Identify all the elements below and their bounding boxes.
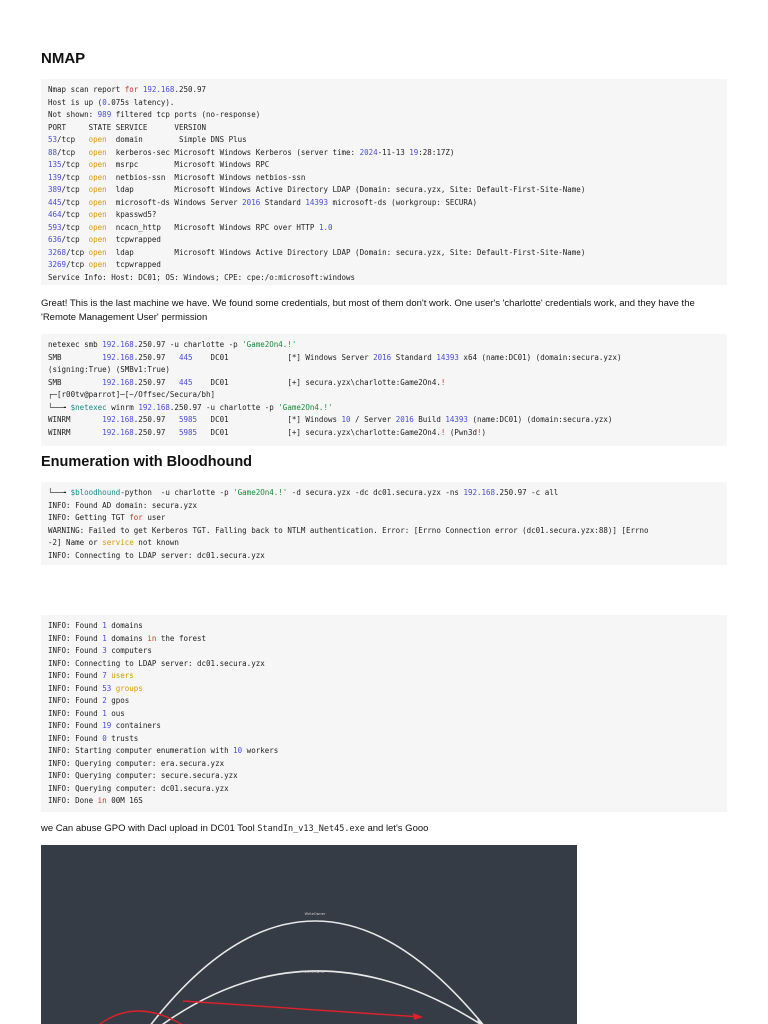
code-token: 53 (102, 683, 112, 693)
code-line (48, 159, 720, 172)
code-token: 139 (48, 172, 62, 182)
code-token: SMB (48, 352, 103, 362)
code-token: domains (106, 621, 143, 630)
code-token: INFO: Found (48, 683, 103, 693)
code-token: containers (111, 721, 161, 730)
code-token: /tcp (66, 247, 89, 257)
code-token: in (147, 633, 157, 643)
code-line (48, 795, 720, 808)
code-token: open (88, 147, 107, 157)
code-line (48, 377, 720, 390)
code-line (48, 352, 720, 365)
code-token: /tcp (57, 135, 89, 144)
code-token: 14393 (445, 415, 468, 424)
code-line (48, 97, 720, 110)
code-token: 389 (48, 185, 62, 194)
code-token: open (88, 197, 107, 207)
code-token: ous (106, 708, 125, 718)
code-token: open (88, 222, 107, 232)
code-token: (signing:True) (SMBv1:True) (48, 365, 170, 374)
code-token: microsoft-ds (workgroup: SECURA) (327, 197, 477, 207)
code-token: .250.97 -u charlotte -p (133, 340, 243, 349)
code-token: 19 (409, 147, 419, 157)
code-line (48, 339, 720, 352)
code-token: 2016 (395, 415, 414, 424)
code-token: 445 (178, 352, 193, 362)
code-token: INFO: Found (48, 633, 103, 643)
graph-edge-label-top: WriteOwner (304, 912, 326, 916)
code-token: INFO: Found (48, 646, 103, 655)
code-line (48, 525, 720, 538)
code-token: kerberos-sec Microsoft Windows Kerberos (server time: (106, 147, 360, 157)
code-token: /tcp (61, 197, 89, 207)
code-token: WARNING: Failed to get Kerberos TGT. Falling back to NTLM authentication. Error: [Errno Connection error (dc01.secura.yzx:88)] [Errno (48, 525, 649, 535)
tool-inline-code: StandIn_v13_Net45.exe (257, 824, 365, 834)
code-token: 445 (178, 377, 193, 387)
code-token: workers (242, 746, 279, 755)
code-token: 192.168 (102, 415, 134, 424)
code-token: INFO: Connecting to LDAP server: dc01.secura.yzx (48, 658, 265, 668)
code-token: groups (115, 683, 143, 693)
code-token: 10 (233, 746, 243, 755)
gpo-text-before: we Can abuse GPO with Dacl upload in DC01 Tool (41, 823, 258, 834)
code-line (48, 184, 720, 197)
code-line (48, 770, 720, 783)
code-token: 14393 (305, 197, 328, 207)
code-token: 192.168 (102, 352, 134, 362)
code-token: Nmap scan report (48, 85, 125, 94)
code-token: trusts (106, 733, 139, 743)
code-token: ldap Microsoft Windows Active Directory LDAP (Domain: secura.yzx, Site: Default-First-Site-Name) (106, 247, 586, 257)
code-line (48, 783, 720, 796)
code-token: .250.97 (133, 377, 179, 387)
code-token: 'Game2On4.!' (233, 488, 288, 497)
code-token: INFO: Found (48, 671, 103, 680)
code-line (48, 172, 720, 185)
code-line (48, 272, 720, 285)
code-token: -2] Name or (48, 538, 103, 547)
code-token: .075s latency). (106, 97, 175, 107)
code-line (48, 720, 720, 733)
code-line (48, 234, 720, 247)
code-line (48, 414, 720, 427)
code-token: INFO: Found (48, 708, 103, 718)
code-token: 0 (102, 733, 107, 743)
code-token: Not shown: (48, 110, 98, 119)
bloodhound-code-block (41, 482, 727, 565)
code-token: 445 (48, 197, 62, 207)
code-token: for (129, 513, 143, 522)
graph-red-arrowhead (413, 1013, 423, 1020)
code-token: 1.0 (318, 222, 333, 232)
code-token: WINRM (48, 415, 103, 424)
bloodhound-graph-image (41, 845, 577, 1024)
code-token: open (88, 247, 107, 257)
code-token: ncacn_http Microsoft Windows RPC over HTTP (106, 222, 319, 232)
code-token: INFO: Found (48, 696, 103, 705)
code-token: INFO: Found AD domain: secura.yzx (48, 500, 198, 510)
code-token: -python -u charlotte -p (120, 488, 234, 497)
code-token: 14393 (436, 352, 459, 362)
code-token: 2024 (359, 147, 378, 157)
code-token: (name:DC01) (domain:secura.yzx) (467, 415, 613, 424)
code-line (48, 487, 720, 500)
code-token: open (88, 210, 107, 219)
code-line (48, 733, 720, 746)
code-line (48, 147, 720, 160)
code-token: 0 (102, 97, 107, 107)
code-token: ┌─[r00tv@parrot]─[~/Offsec/Secura/bh] (48, 390, 216, 399)
code-token: open (88, 172, 107, 182)
code-token: INFO: Found (48, 621, 103, 630)
code-token: /tcp (61, 210, 89, 219)
code-token: 3269 (48, 260, 67, 269)
code-token: ! (440, 427, 446, 437)
code-token: domains (106, 633, 148, 643)
graph-svg (41, 845, 577, 1024)
code-token: .250.97 -c all (495, 488, 559, 497)
nmap-code-block (41, 79, 727, 285)
code-token: computers (106, 646, 152, 655)
found-code-block (41, 615, 727, 812)
code-line (48, 402, 720, 415)
code-token: INFO: Starting computer enumeration with (48, 746, 234, 755)
code-token: for (124, 85, 139, 94)
code-token: open (88, 160, 107, 169)
code-token: /tcp (61, 160, 89, 169)
gpo-paragraph (41, 822, 731, 836)
nmap-heading: NMAP (41, 50, 86, 67)
code-token: └──╼ (48, 488, 71, 497)
code-token: not known (133, 538, 179, 547)
code-token: / Server (350, 415, 396, 424)
code-token: 192.168 (102, 340, 134, 349)
code-token: Standard (391, 352, 437, 362)
code-token: .250.97 (133, 415, 179, 424)
graph-red-arrow (183, 1001, 421, 1017)
code-line (48, 209, 720, 222)
code-token: /tcp (61, 185, 89, 194)
code-token: 192.168 (142, 85, 175, 94)
code-token: └──╼ (48, 402, 71, 412)
code-token: 593 (48, 222, 62, 232)
code-line (48, 109, 720, 122)
code-line (48, 259, 720, 272)
code-token: tcpwrapped (106, 260, 161, 269)
code-token: winrm (106, 402, 139, 412)
code-line (48, 84, 720, 97)
code-token: /tcp (61, 235, 89, 244)
code-token: INFO: Done (48, 796, 98, 805)
code-token: Service Info: Host: DC01; OS: Windows; CPE: cpe:/o:microsoft:windows (48, 272, 356, 282)
code-token: WINRM (48, 427, 103, 437)
netexec-code-block (41, 334, 727, 446)
code-line (48, 695, 720, 708)
code-line (48, 683, 720, 696)
code-token: 192.168 (102, 377, 134, 387)
code-token: ! (476, 427, 482, 437)
bloodhound-heading: Enumeration with Bloodhound (41, 454, 253, 470)
code-line (48, 427, 720, 440)
code-token: netexec smb (48, 340, 103, 349)
code-token: open (88, 135, 107, 144)
code-line (48, 758, 720, 771)
code-token: open (88, 235, 107, 244)
code-token: open (88, 260, 107, 269)
code-token: the forest (156, 633, 207, 643)
code-line (48, 670, 720, 683)
code-token: kpasswd5? (106, 210, 157, 219)
code-token: 1 (102, 633, 107, 643)
code-token: INFO: Querying computer: secure.secura.yzx (48, 771, 238, 780)
code-token: Standard (260, 197, 306, 207)
code-token: (Pwn3d (445, 427, 477, 437)
code-token: .250.97 (174, 85, 207, 94)
code-token: x64 (name:DC01) (domain:secura.yzx) (458, 352, 622, 362)
code-token: INFO: Connecting to LDAP server: dc01.secura.yzx (48, 550, 265, 560)
code-token: DC01 [+] secura.yzx\charlotte:Game2On4. (192, 377, 441, 387)
code-token: INFO: Found (48, 721, 103, 730)
code-token: INFO: Found (48, 733, 103, 743)
code-line (48, 645, 720, 658)
code-token: user (142, 513, 166, 522)
graph-edge-inner (159, 971, 485, 1024)
code-line (48, 500, 720, 513)
code-token: -11-13 (377, 147, 410, 157)
code-token: 2016 (242, 197, 261, 207)
code-token: /tcp (57, 147, 89, 157)
code-token: $netexec (70, 402, 107, 412)
code-token: tcpwrapped (106, 235, 161, 244)
code-token: users (111, 671, 134, 680)
code-line (48, 537, 720, 550)
code-token: Host is up ( (48, 97, 103, 107)
code-token: 5985 (178, 427, 198, 437)
code-token: service (102, 538, 134, 547)
code-token: -d secura.yzx -dc dc01.secura.yzx -ns (287, 488, 464, 497)
code-token: 3 (102, 646, 107, 655)
code-token: microsoft-ds Windows Server (106, 197, 243, 207)
code-token: gpos (106, 696, 130, 705)
code-token: netbios-ssn Microsoft Windows netbios-ssn (106, 172, 306, 182)
graph-edge-label-mid: WriteOwner (304, 970, 326, 974)
code-token: /tcp (61, 172, 89, 182)
code-token: 135 (48, 160, 62, 169)
code-token: 989 (97, 110, 112, 119)
code-line (48, 197, 720, 210)
code-token: 53 (48, 135, 58, 144)
code-line (48, 134, 720, 147)
code-token: INFO: Querying computer: dc01.secura.yzx (48, 783, 229, 793)
code-token: 3268 (48, 247, 67, 257)
code-token: /tcp (66, 260, 89, 269)
code-token: 2 (102, 696, 107, 705)
code-token: 7 (102, 671, 107, 680)
code-token: 00M 16S (106, 796, 143, 805)
intro-paragraph: Great! This is the last machine we have. We found some credentials, but most of them don't work. One user's 'charlotte' credentials work, and they have the 'Remote Management User' permission (41, 298, 695, 323)
code-token: in (97, 796, 107, 805)
code-token: 'Game2On4.!' (242, 340, 297, 349)
code-token: 192.168 (102, 427, 134, 437)
code-token: 1 (102, 708, 107, 718)
code-token: /tcp (61, 222, 89, 232)
code-token: domain Simple DNS Plus (106, 135, 247, 144)
code-token: filtered tcp ports (no-response) (111, 110, 261, 119)
code-token: 88 (48, 147, 58, 157)
code-line (48, 745, 720, 758)
code-token: :28:17Z) (418, 147, 455, 157)
code-token: DC01 [*] Windows (197, 415, 342, 424)
code-line (48, 658, 720, 671)
code-token: 'Game2On4.!' (278, 402, 333, 412)
code-line (48, 550, 720, 563)
code-token: 2016 (373, 352, 392, 362)
code-line (48, 222, 720, 235)
code-token: INFO: Querying computer: era.secura.yzx (48, 758, 225, 768)
code-token: DC01 [+] secura.yzx\charlotte:Game2On4. (197, 427, 441, 437)
code-token: SMB (48, 377, 103, 387)
gpo-text-after: and let's Gooo (364, 823, 429, 834)
code-token: INFO: Getting TGT (48, 513, 130, 522)
code-token: 5985 (178, 415, 198, 424)
code-token: .250.97 (133, 427, 179, 437)
code-token: $bloodhound (70, 488, 121, 497)
code-token: DC01 [*] Windows Server (192, 352, 374, 362)
code-token: ) (481, 427, 487, 437)
code-token: 19 (102, 721, 112, 730)
code-token: 192.168 (463, 488, 496, 497)
code-token: msrpc Microsoft Windows RPC (106, 160, 270, 169)
code-line (48, 708, 720, 721)
code-token: ldap Microsoft Windows Active Directory LDAP (Domain: secura.yzx, Site: Default-First-Site-Name) (106, 185, 586, 194)
code-token: PORT STATE SERVICE VERSION (48, 122, 207, 132)
code-token: 192.168 (138, 402, 170, 412)
code-token: ! (440, 377, 446, 387)
code-line (48, 364, 720, 377)
code-token: .250.97 -u charlotte -p (169, 402, 279, 412)
code-token: 10 (341, 415, 351, 424)
code-line (48, 389, 720, 402)
code-line (48, 122, 720, 135)
code-line (48, 620, 720, 633)
code-line (48, 633, 720, 646)
code-token: .250.97 (133, 352, 179, 362)
code-token: 464 (48, 210, 62, 219)
code-token: Build (413, 415, 446, 424)
code-line (48, 247, 720, 260)
code-token: 636 (48, 235, 62, 244)
code-token: 1 (102, 621, 107, 630)
code-line (48, 512, 720, 525)
code-token: open (88, 185, 107, 194)
